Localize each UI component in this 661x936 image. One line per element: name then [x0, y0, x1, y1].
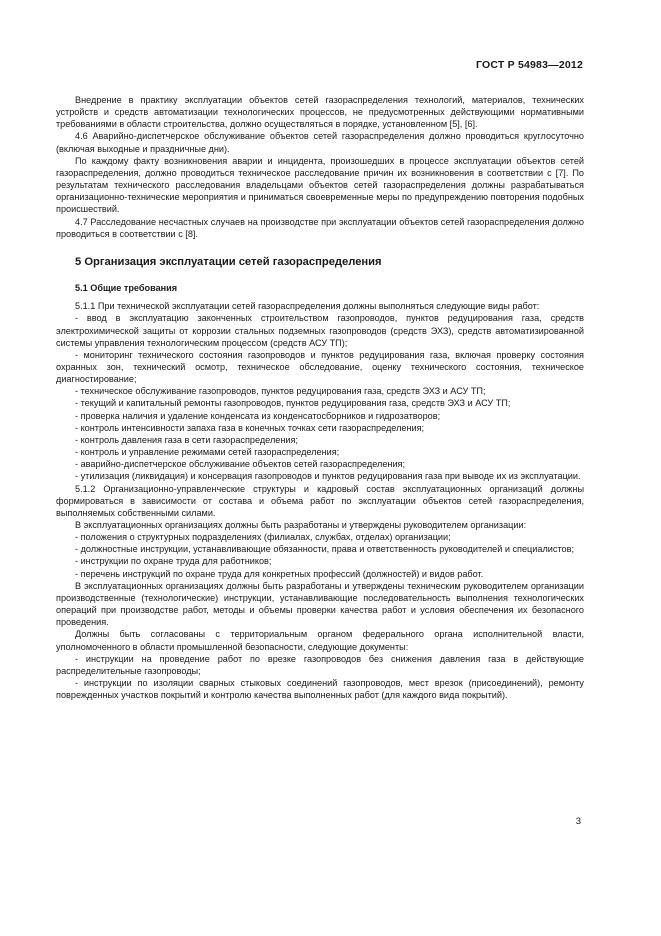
- clause-5-1-1: 5.1.1 При технической эксплуатации сетей газораспределения должны выполняться следующие виды работ:: [75, 301, 540, 312]
- paragraph: В эксплуатационных организациях должны быть разработаны и утверждены руководителем организации:: [75, 520, 527, 530]
- page-number: 3: [575, 816, 581, 827]
- list-item: - проверка наличия и удаление конденсата из конденсатосборников и гидрозатворов;: [75, 410, 441, 421]
- clause-4-7: 4.7 Расследование несчастных случаев на производстве при эксплуатации объектов сетей газораспределения должно проводиться в соответствии с [8].: [56, 216, 584, 239]
- clause-4-6: 4.6 Аварийно-диспетчерское обслуживание объектов сетей газораспределения должно проводиться круглосуточно (включая выходные и праздничные дни).: [56, 131, 584, 154]
- list-item: - утилизация (ликвидация) и консервация газопроводов и пунктов редуцирования газа при выводе их из эксплуатации.: [75, 471, 581, 482]
- list-item: - техническое обслуживание газопроводов, пунктов редуцирования газа, средств ЭХЗ и АСУ ТП;: [75, 386, 486, 397]
- list-item: - положения о структурных подразделениях (филиалах, службах, отделах) организации;: [75, 532, 451, 543]
- list-item: - должностные инструкции, устанавливающие обязанности, права и ответственность руководителей и специалистов;: [75, 544, 574, 555]
- list-item: - инструкции по охране труда для работников;: [75, 556, 272, 567]
- paragraph: Должны быть согласованы с территориальным органом федерального органа исполнительной власти, уполномоченного в области промышленной безопасности, следующие документы:: [56, 629, 584, 652]
- paragraph: Внедрение в практику эксплуатации объектов сетей газораспределения технологий, материалов, технических устройств и средств автоматизации технологических процессов, не предусмотренных действующими нормативными требованиями в области строительства, должно осуществляться в порядке, установленном [5], [6].: [56, 95, 584, 130]
- list-item: - ввод в эксплуатацию законченных строительством газопроводов, пунктов редуцирования газа, средств электрохимической защиты от коррозии стальных подземных газопроводов (средств ЭХЗ), средств автоматизированной системы управления технологическим процессом (средств АСУ ТП);: [56, 313, 584, 348]
- list-item: - перечень инструкций по охране труда для конкретных профессий (должностей) и видов работ.: [75, 568, 484, 579]
- list-item: - мониторинг технического состояния газопроводов и пунктов редуцирования газа, включая проверку состояния охранных зон, технический осмотр, техническое обследование, оценку технического состояния, техническое диагностирование;: [56, 349, 584, 385]
- list-item: - текущий и капитальный ремонты газопроводов, пунктов редуцирования газа, средств ЭХЗ и АСУ ТП;: [75, 398, 511, 409]
- section-heading: 5 Организация эксплуатации сетей газораспределения: [75, 255, 382, 268]
- list-item: - контроль давления газа в сети газораспределения;: [75, 434, 298, 445]
- subsection-heading: 5.1 Общие требования: [75, 283, 178, 294]
- paragraph: По каждому факту возникновения аварии и инцидента, произошедших в процессе эксплуатации объектов сетей газораспределения, должно проводиться техническое расследование причин их возникновения в соответствии с [7]. По результатам технического расследования владельцами объектов сетей газораспределения должны разрабатываться организационно-технические мероприятия и приниматься своевременные меры по предупреждению повторения подобных происшествий.: [56, 155, 584, 215]
- list-item: - инструкции по изоляции сварных стыковых соединений газопроводов, мест врезок (присоединений), ремонту поврежденных участков покрытий и контролю качества выполненных работ (для каждого вида покрытий).: [56, 678, 584, 701]
- list-item: - инструкции на проведение работ по врезке газопроводов без снижения давления газа в действующие распределительные газопроводы;: [56, 653, 584, 676]
- list-item: - контроль и управление режимами сетей газораспределения;: [75, 447, 340, 458]
- document-body: [56, 94, 584, 701]
- list-item: - аварийно-диспетчерское обслуживание объектов сетей газораспределения;: [75, 459, 406, 470]
- paragraph: В эксплуатационных организациях должны быть разработаны и утверждены техническим руководителем организации производственные (технологические) инструкции, устанавливающие последовательность выполнения технологических операций при производстве работ, методы и объемы проверки качества работ и условия обеспечения их безопасного проведения.: [56, 580, 584, 628]
- list-item: - контроль интенсивности запаха газа в конечных точках сети газораспределения;: [75, 422, 425, 433]
- standard-header: ГОСТ Р 54983—2012: [475, 59, 583, 71]
- clause-5-1-2: 5.1.2 Организационно-управленческие структуры и кадровый состав эксплуатационных организаций должны формироваться в зависимости от состава и объема работ по эксплуатации объектов сетей газораспределения, выполняемых собственными силами.: [56, 483, 584, 518]
